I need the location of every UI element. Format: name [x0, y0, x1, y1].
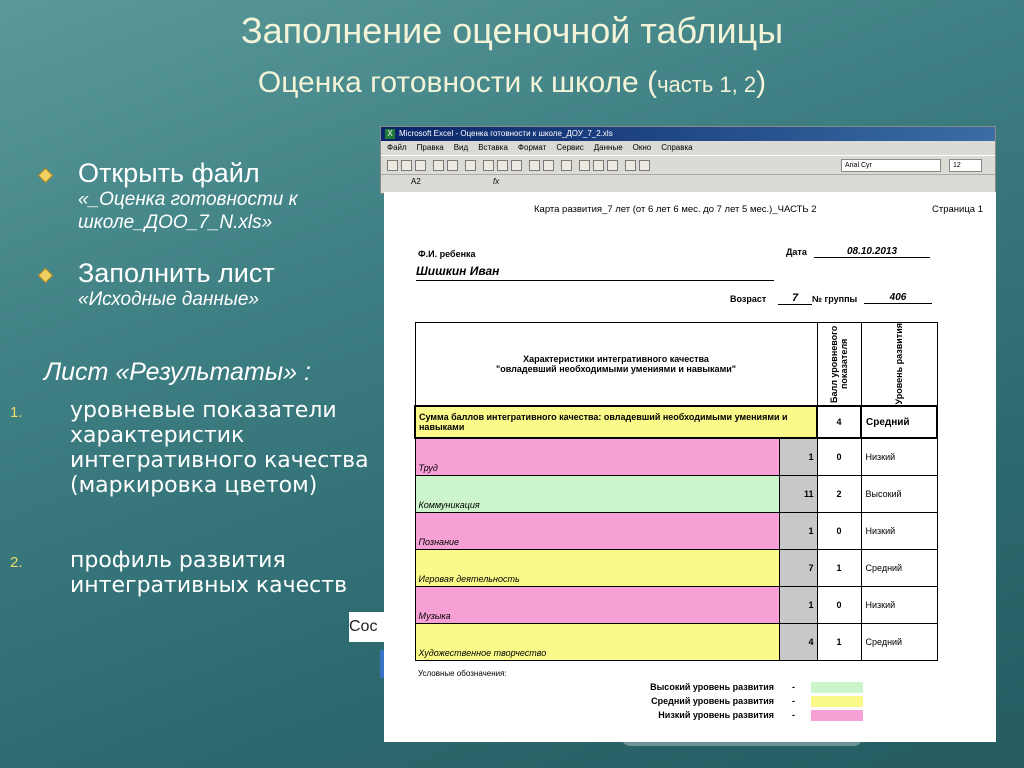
- sum-row: [415, 406, 937, 438]
- header-characteristics: [415, 323, 817, 407]
- row-level[interactable]: Высокий: [861, 476, 937, 513]
- row-ball[interactable]: 0: [817, 438, 861, 476]
- undo-icon[interactable]: [529, 160, 540, 171]
- slide-subtitle: [0, 66, 1024, 100]
- bullet-main: Открыть файл: [78, 158, 260, 188]
- print-icon[interactable]: [433, 160, 444, 171]
- row-ball[interactable]: 0: [817, 587, 861, 624]
- table-row: [415, 438, 937, 476]
- save-icon[interactable]: [415, 160, 426, 171]
- bullet-diamond-icon: [38, 168, 54, 184]
- child-name[interactable]: Шишкин Иван: [416, 264, 774, 281]
- item-number: 1.: [10, 404, 23, 421]
- legend-label-low: Низкий уровень развития: [658, 710, 774, 720]
- legend-label-mid: Средний уровень развития: [651, 696, 774, 706]
- spelling-icon[interactable]: [465, 160, 476, 171]
- worksheet: [384, 192, 996, 742]
- row-score[interactable]: 4: [779, 624, 817, 661]
- legend-swatch-mid: [811, 696, 863, 707]
- row-score[interactable]: 7: [779, 550, 817, 587]
- group-value[interactable]: 406: [864, 292, 932, 304]
- excel-window: [380, 126, 996, 194]
- bullet-sub: «Исходные данные»: [78, 289, 259, 310]
- row-name: Труд: [415, 438, 779, 476]
- row-ball[interactable]: 1: [817, 624, 861, 661]
- font-size-select[interactable]: 12: [949, 159, 982, 172]
- header-line-1: Характеристики интегративного качества: [523, 354, 709, 364]
- results-table: [414, 322, 938, 661]
- row-level[interactable]: Низкий: [861, 587, 937, 624]
- row-ball[interactable]: 1: [817, 550, 861, 587]
- legend-title: Условные обозначения:: [418, 669, 507, 678]
- child-label: Ф.И. ребенка: [418, 249, 476, 259]
- item-text: профиль развития интегративных качеств: [70, 548, 348, 598]
- formula-bar: [381, 175, 995, 189]
- row-score[interactable]: 11: [779, 476, 817, 513]
- bullet-diamond-icon: [38, 268, 54, 284]
- header-level: [861, 323, 937, 407]
- row-name: Музыка: [415, 587, 779, 624]
- legend-dash: -: [792, 682, 795, 692]
- bullet-main: Заполнить лист: [78, 258, 275, 288]
- item-number: 2.: [10, 554, 23, 571]
- paste-icon[interactable]: [511, 160, 522, 171]
- date-value[interactable]: 08.10.2013: [814, 246, 930, 258]
- menu-view[interactable]: Вид: [453, 143, 469, 152]
- header-ball: [817, 323, 861, 407]
- autosum-icon[interactable]: [579, 160, 590, 171]
- sort-desc-icon[interactable]: [607, 160, 618, 171]
- menu-window[interactable]: Окно: [632, 143, 652, 152]
- row-level[interactable]: Средний: [861, 550, 937, 587]
- row-score[interactable]: 1: [779, 587, 817, 624]
- menu-format[interactable]: Формат: [517, 143, 547, 152]
- group-label: № группы: [812, 294, 858, 304]
- menu-help[interactable]: Справка: [661, 143, 693, 152]
- legend-swatch-low: [811, 710, 863, 721]
- item-text: уровневые показатели характеристик интегративного качества (маркировка цветом): [70, 398, 369, 498]
- menu-data[interactable]: Данные: [593, 143, 623, 152]
- row-score[interactable]: 1: [779, 438, 817, 476]
- chart-icon[interactable]: [625, 160, 636, 171]
- row-level[interactable]: Низкий: [861, 513, 937, 550]
- row-ball[interactable]: 2: [817, 476, 861, 513]
- subtitle-close: ): [756, 66, 767, 99]
- table-row: [415, 587, 937, 624]
- menu-insert[interactable]: Вставка: [478, 143, 508, 152]
- drawing-icon[interactable]: [639, 160, 650, 171]
- slide-title: Заполнение оценочной таблицы: [240, 10, 784, 51]
- table-row: [415, 550, 937, 587]
- subtitle-main: Оценка готовности к школе (: [257, 66, 658, 99]
- row-name: Художественное творчество: [415, 624, 779, 661]
- background-fragment: Сос: [349, 612, 385, 642]
- legend-swatch-high: [811, 682, 863, 693]
- table-header-row: [415, 323, 937, 407]
- window-title: Microsoft Excel - Оценка готовности к школе_ДОУ_7_2.xls: [399, 129, 613, 138]
- results-item: [10, 398, 380, 498]
- name-box[interactable]: A2: [411, 177, 421, 186]
- legend-label-high: Высокий уровень развития: [650, 682, 774, 692]
- age-label: Возраст: [730, 294, 767, 304]
- row-ball[interactable]: 0: [817, 513, 861, 550]
- legend-dash: -: [792, 696, 795, 706]
- excel-titlebar: [381, 127, 995, 141]
- bullet-open-file: [40, 158, 370, 234]
- table-row: [415, 476, 937, 513]
- copy-icon[interactable]: [497, 160, 508, 171]
- table-row: [415, 513, 937, 550]
- preview-icon[interactable]: [447, 160, 458, 171]
- row-name: Познание: [415, 513, 779, 550]
- bullet-sub: «_Оценка готовности к школе_ДОО_7_N.xls»: [78, 189, 298, 233]
- menu-edit[interactable]: Правка: [416, 143, 444, 152]
- sheet-header-title: Карта развития_7 лет (от 6 лет 6 мес. до 7 лет 5 мес.)_ЧАСТЬ 2: [534, 204, 817, 215]
- row-name: Коммуникация: [415, 476, 779, 513]
- menu-bar: [381, 141, 995, 155]
- standard-toolbar: [381, 155, 995, 175]
- row-score[interactable]: 1: [779, 513, 817, 550]
- header-line-2: "овладевший необходимыми умениями и навыками": [495, 364, 737, 374]
- row-level[interactable]: Низкий: [861, 438, 937, 476]
- age-value[interactable]: 7: [778, 292, 812, 305]
- fx-icon[interactable]: fx: [493, 177, 500, 186]
- legend-dash: -: [792, 710, 795, 720]
- sheet-header-page: Страница 1: [932, 204, 983, 215]
- results-title: Лист «Результаты» :: [44, 358, 311, 386]
- sort-asc-icon[interactable]: [593, 160, 604, 171]
- menu-tools[interactable]: Сервис: [556, 143, 584, 152]
- font-name-select[interactable]: Arial Cyr: [841, 159, 941, 172]
- new-icon[interactable]: [387, 160, 398, 171]
- sum-label: Сумма баллов интегративного качества: овладевший необходимыми умениями и навыками: [415, 406, 817, 438]
- cut-icon[interactable]: [483, 160, 494, 171]
- header-level-text: Уровень развития: [894, 323, 904, 405]
- sum-level[interactable]: Средний: [861, 406, 937, 438]
- header-ball-text: Балл уровневого показателя: [829, 325, 849, 403]
- bullet-fill-sheet: [40, 258, 370, 311]
- sum-ball[interactable]: 4: [817, 406, 861, 438]
- date-label: Дата: [786, 247, 807, 257]
- row-name: Игровая деятельность: [415, 550, 779, 587]
- open-icon[interactable]: [401, 160, 412, 171]
- results-item: [10, 548, 380, 598]
- redo-icon[interactable]: [543, 160, 554, 171]
- row-level[interactable]: Средний: [861, 624, 937, 661]
- excel-icon: X: [385, 129, 395, 139]
- menu-file[interactable]: Файл: [387, 143, 407, 152]
- table-row: [415, 624, 937, 661]
- hyperlink-icon[interactable]: [561, 160, 572, 171]
- subtitle-small: часть 1, 2: [657, 72, 757, 97]
